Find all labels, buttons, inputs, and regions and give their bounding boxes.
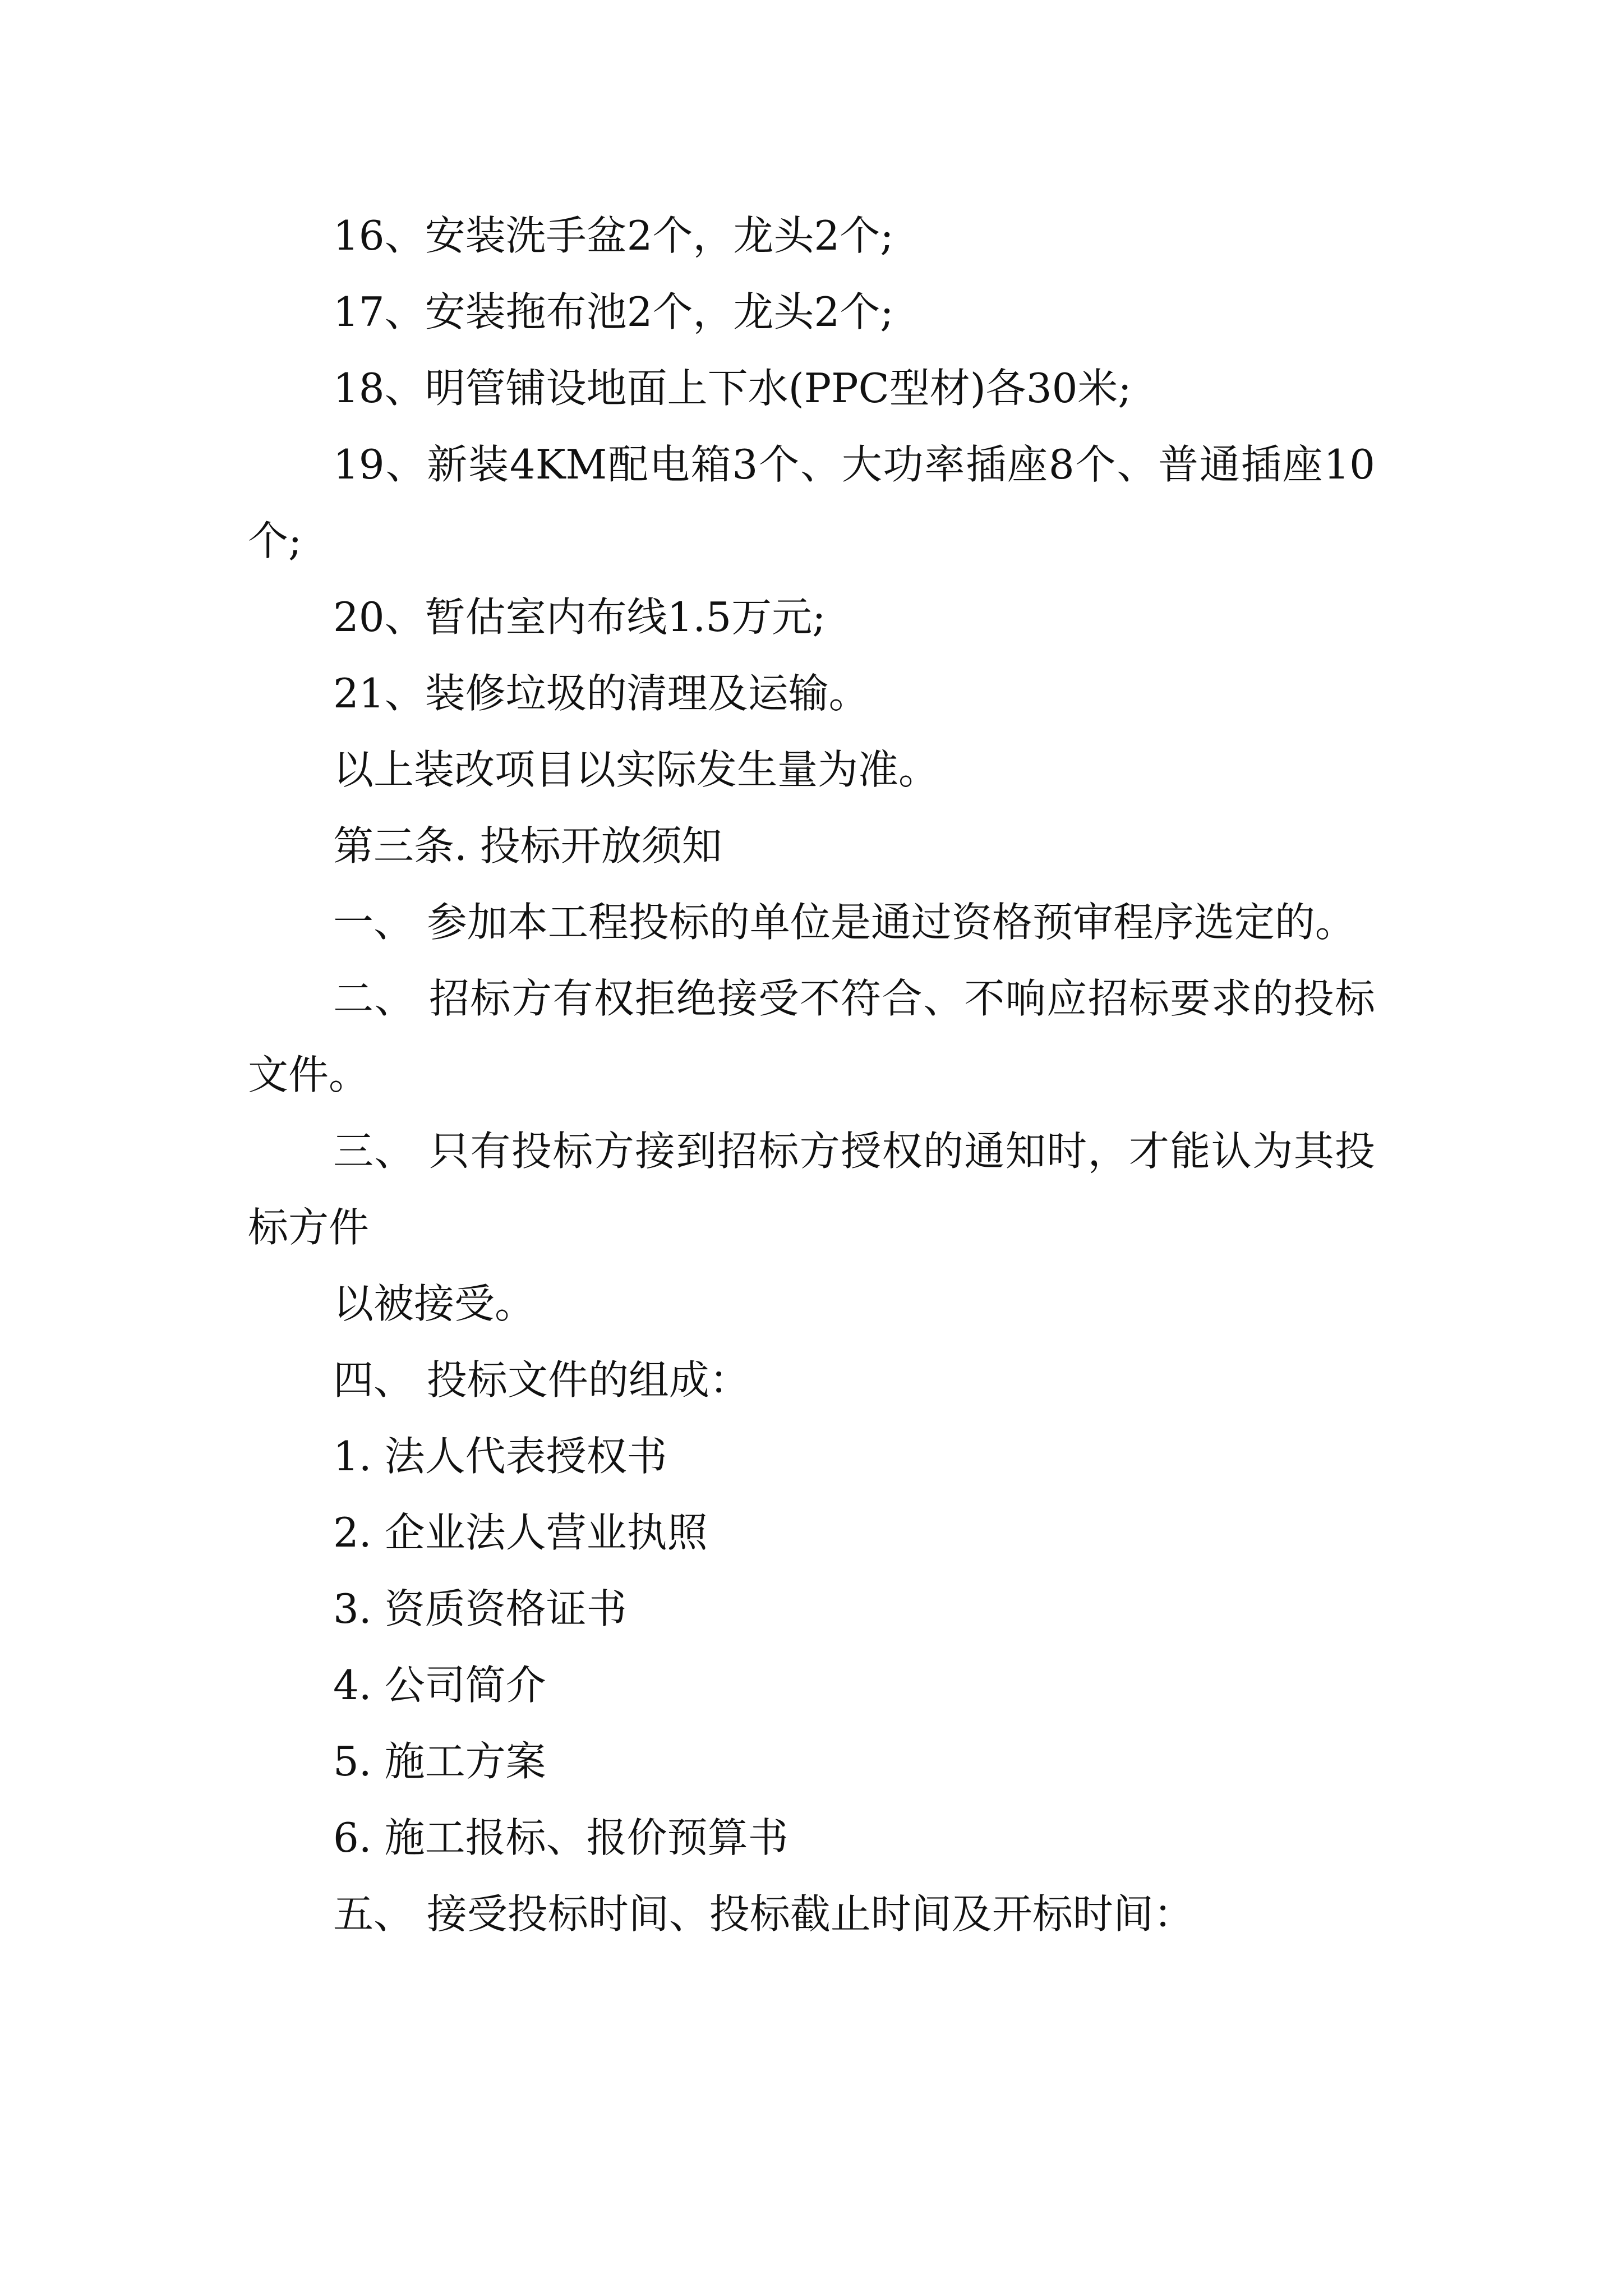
list-item-18: 18、明管铺设地面上下水(PPC型材)各30米;	[333, 365, 1132, 412]
clause-1: 一、 参加本工程投标的单位是通过资格预审程序选定的。	[333, 899, 1355, 946]
list-item-16: 16、安装洗手盆2个，龙头2个;	[333, 212, 894, 259]
bid-document-item-2: 2. 企业法人营业执照	[333, 1509, 708, 1556]
list-item-21: 21、装修垃圾的清理及运输。	[333, 670, 869, 717]
clause-3-continuation: 以被接受。	[333, 1280, 536, 1327]
clause-2: 二、 招标方有权拒绝接受不符合、不响应招标要求的投标文件。	[248, 975, 1375, 1098]
clause-3: 三、 只有投标方接到招标方授权的通知时，才能认为其投标方件	[248, 1128, 1375, 1251]
bid-document-item-1: 1. 法人代表授权书	[333, 1433, 667, 1480]
bid-document-item-6: 6. 施工报标、报价预算书	[333, 1814, 789, 1861]
bid-document-item-5: 5. 施工方案	[333, 1738, 546, 1785]
list-item-17: 17、安装拖布池2个，龙头2个;	[333, 288, 894, 335]
list-item-19: 19、新装4KM配电箱3个、大功率插座8个、普通插座10个;	[248, 441, 1375, 564]
clause-4-heading: 四、 投标文件的组成：	[333, 1356, 750, 1404]
bid-document-item-4: 4. 公司简介	[333, 1662, 546, 1709]
bid-document-item-3: 3. 资质资格证书	[333, 1585, 627, 1632]
section-heading-article-3: 第三条. 投标开放须知	[333, 822, 722, 869]
list-item-20: 20、暂估室内布线1.5万元;	[333, 593, 826, 641]
scope-note: 以上装改项目以实际发生量为准。	[333, 746, 939, 793]
clause-5-heading: 五、 接受投标时间、投标截止时间及开标时间：	[333, 1890, 1194, 1938]
document-body	[248, 197, 1375, 1952]
